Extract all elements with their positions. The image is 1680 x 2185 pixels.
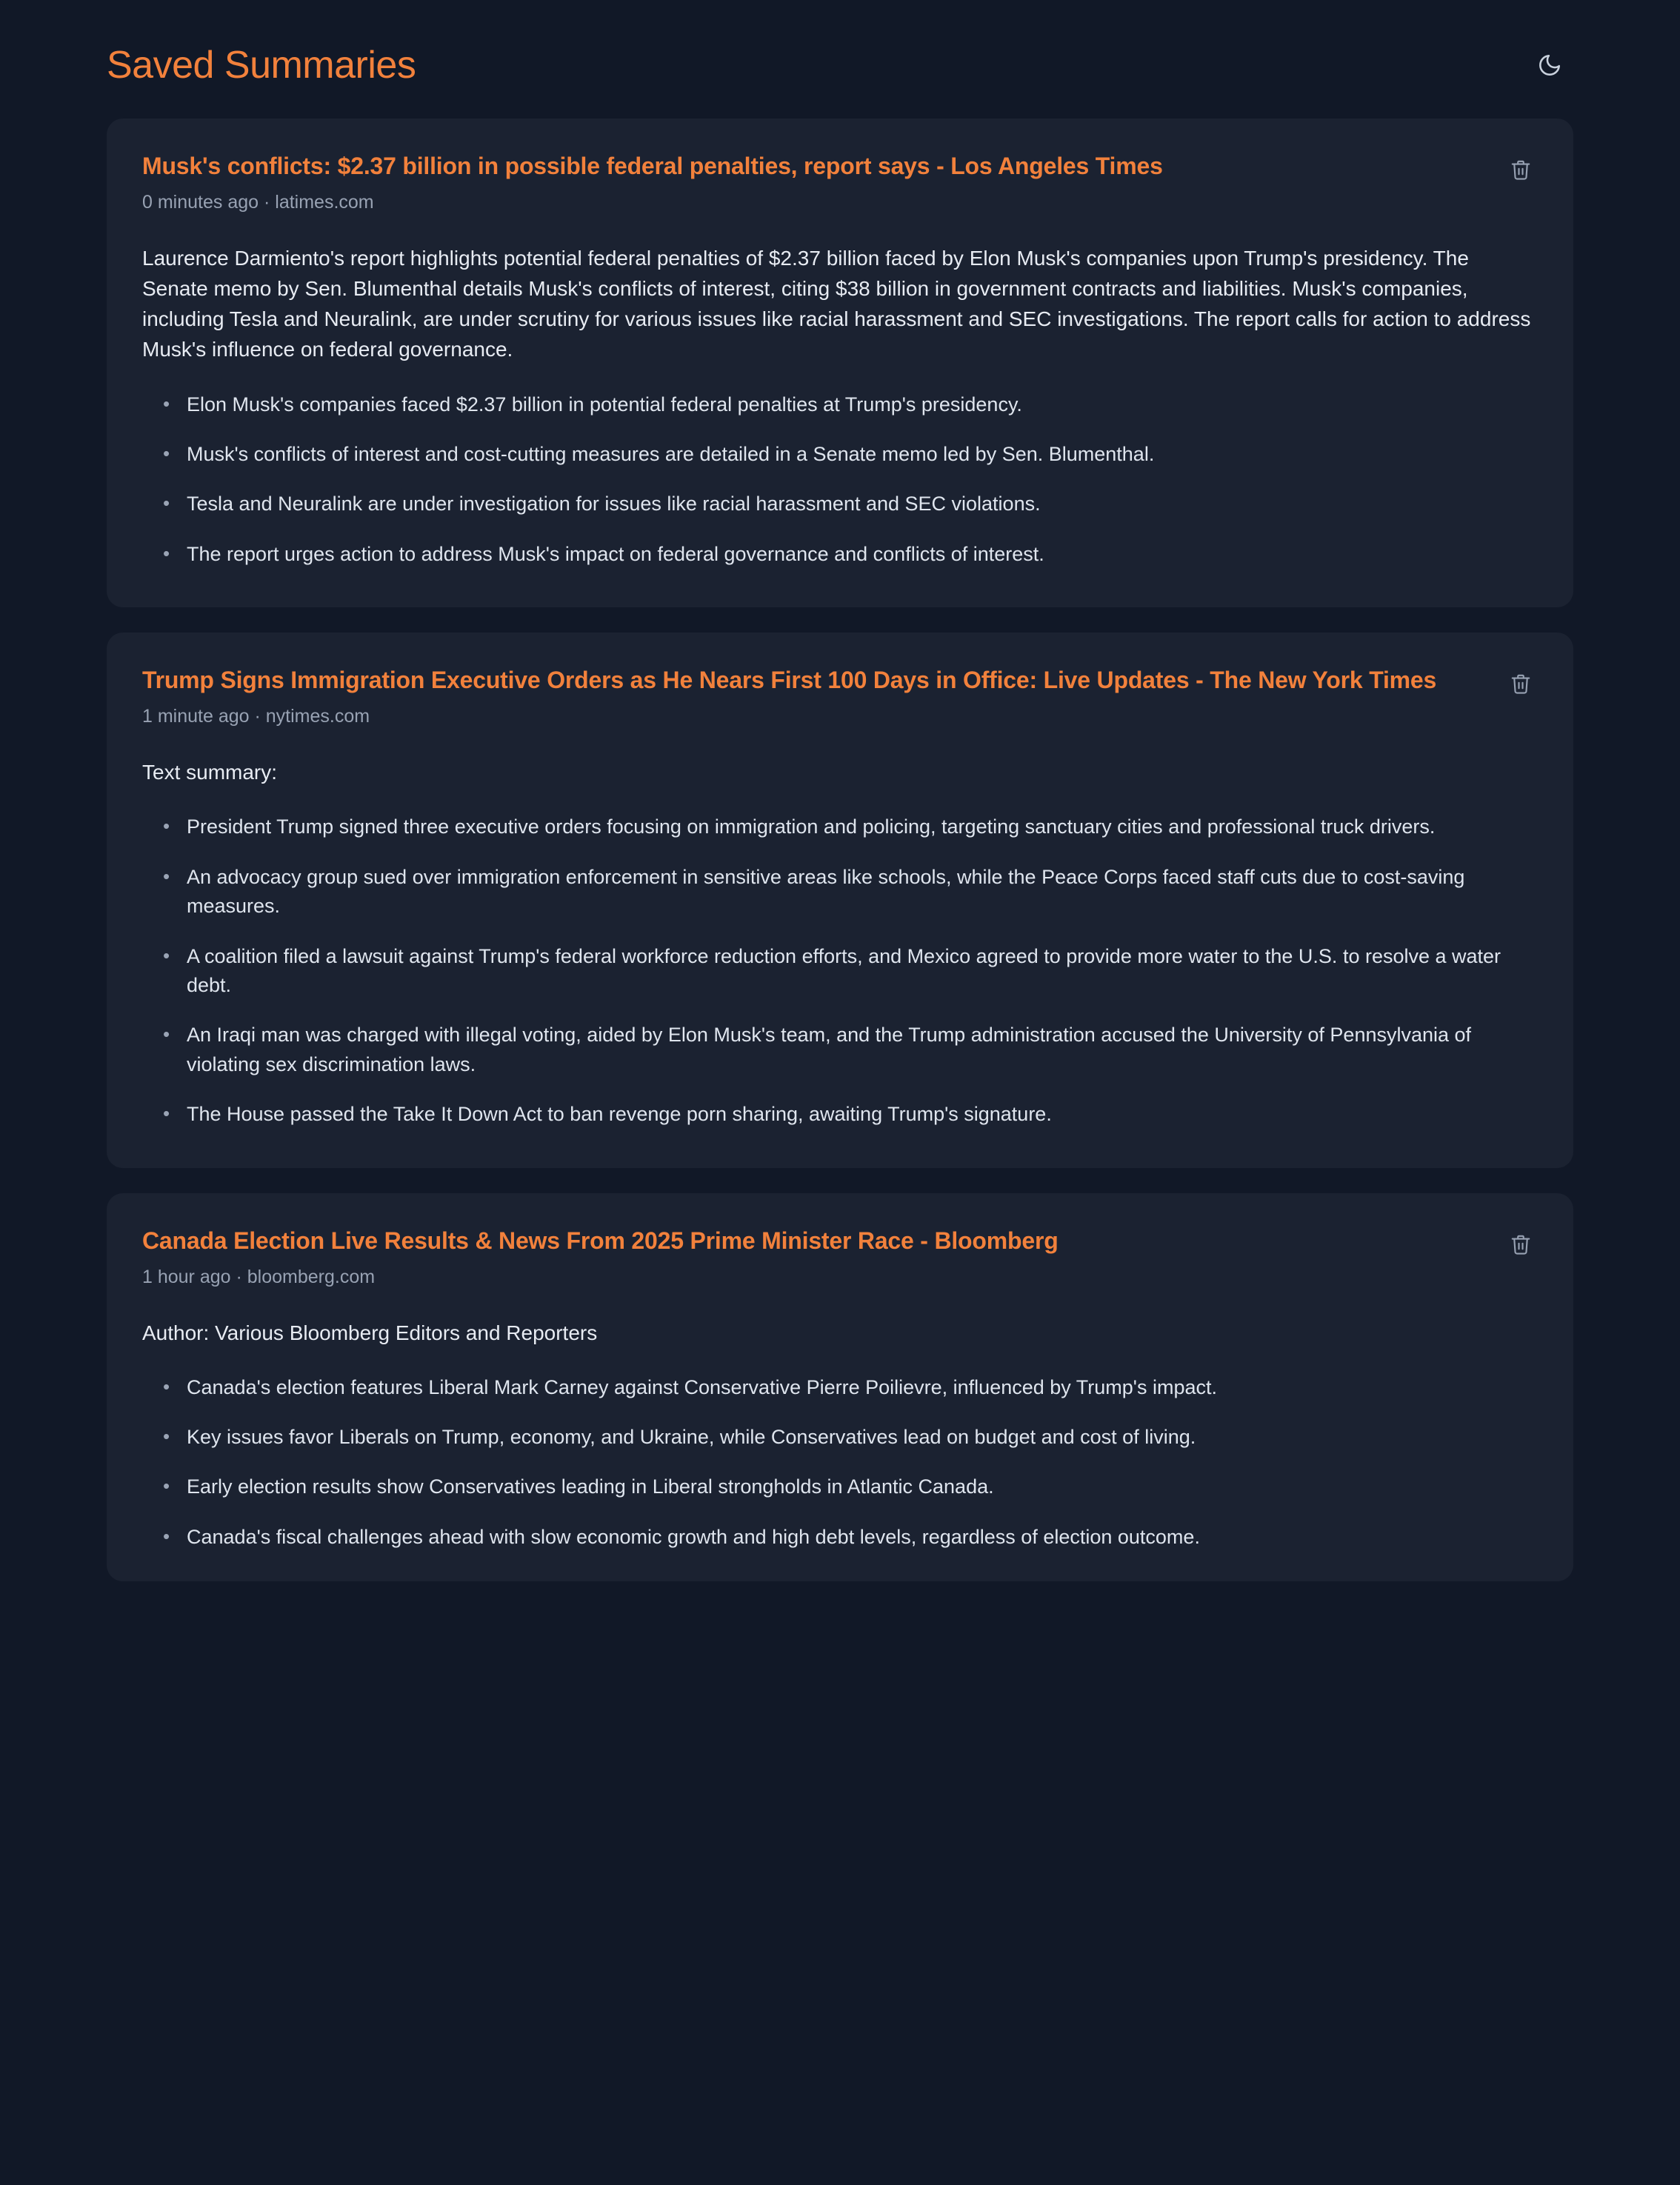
summary-title-link[interactable]: Musk's conflicts: $2.37 billion in possible federal penalties, report says - Los Angeles Times — [142, 153, 1163, 179]
summary-meta: 1 hour ago · bloomberg.com — [142, 1266, 376, 1287]
summary-paragraph: Laurence Darmiento's report highlights potential federal penalties of $2.37 billion faced by Elon Musk's companies upon Trump's presidency. The Senate memo by Sen. Blumenthal details Musk's conflicts of interest, citing $38 billion in government contracts and liabilities. Musk's companies, including Tesla and Neuralink, are under scrutiny for various issues like racial harassment and SEC investigations. The report calls for action to address Musk's influence on federal governance. — [142, 246, 1531, 361]
card-header — [142, 151, 1538, 213]
summary-title-link[interactable]: Canada Election Live Results & News From 2025 Prime Minister Race - Bloomberg — [142, 1227, 1059, 1254]
delete-summary-button[interactable] — [1504, 1227, 1538, 1261]
card-body — [142, 243, 1538, 569]
list-item: • Elon Musk's companies faced $2.37 billion in potential federal penalties at Trump's presidency. — [142, 390, 1538, 419]
list-item: • The report urges action to address Musk's impact on federal governance and conflicts of interest. — [142, 540, 1538, 569]
list-item: • An advocacy group sued over immigration enforcement in sensitive areas like schools, while the Peace Corps faced staff cuts due to cost-saving measures. — [142, 863, 1538, 921]
list-item: • An Iraqi man was charged with illegal voting, aided by Elon Musk's team, and the Trump administration accused the University of Pennsylvania of violating sex discrimination laws. — [142, 1021, 1538, 1079]
summary-card — [107, 1193, 1573, 1582]
summary-meta: 0 minutes ago · latimes.com — [142, 191, 374, 213]
summary-card — [107, 119, 1573, 607]
card-body — [142, 1318, 1538, 1552]
trash-icon — [1510, 1233, 1532, 1255]
summary-bullet-list — [142, 390, 1538, 570]
list-item: • President Trump signed three executive orders focusing on immigration and policing, targeting sanctuary cities and professional truck drivers. — [142, 813, 1538, 841]
list-item: • Canada's fiscal challenges ahead with slow economic growth and high debt levels, regardless of election outcome. — [142, 1523, 1538, 1552]
page-header — [107, 0, 1573, 119]
summary-paragraph: Author: Various Bloomberg Editors and Reporters — [142, 1321, 598, 1344]
summary-title-link[interactable]: Trump Signs Immigration Executive Orders as He Nears First 100 Days in Office: Live Updates - The New York Times — [142, 667, 1437, 694]
list-item: • Canada's election features Liberal Mark Carney against Conservative Pierre Poilievre, influenced by Trump's impact. — [142, 1373, 1538, 1402]
summary-meta: 1 minute ago · nytimes.com — [142, 706, 370, 727]
list-item: • Musk's conflicts of interest and cost-cutting measures are detailed in a Senate memo led by Sen. Blumenthal. — [142, 440, 1538, 469]
summary-bullet-list — [142, 813, 1538, 1129]
card-header — [142, 1226, 1538, 1288]
trash-icon — [1510, 673, 1532, 695]
summary-card — [107, 633, 1573, 1167]
trash-icon — [1510, 159, 1532, 181]
page-title: Saved Summaries — [107, 44, 416, 87]
card-header — [142, 665, 1538, 727]
list-item: • Key issues favor Liberals on Trump, economy, and Ukraine, while Conservatives lead on budget and cost of living. — [142, 1423, 1538, 1452]
summary-bullet-list — [142, 1373, 1538, 1552]
theme-toggle-button[interactable] — [1526, 41, 1573, 89]
list-item: • The House passed the Take It Down Act to ban revenge porn sharing, awaiting Trump's signature. — [142, 1100, 1538, 1129]
delete-summary-button[interactable] — [1504, 153, 1538, 187]
list-item: • Early election results show Conservatives leading in Liberal strongholds in Atlantic Canada. — [142, 1472, 1538, 1501]
card-body — [142, 757, 1538, 1129]
list-item: • A coalition filed a lawsuit against Trump's federal workforce reduction efforts, and Mexico agreed to provide more water to the U.S. to resolve a water debt. — [142, 942, 1538, 1001]
delete-summary-button[interactable] — [1504, 667, 1538, 701]
moon-icon — [1537, 53, 1562, 78]
list-item: • Tesla and Neuralink are under investigation for issues like racial harassment and SEC violations. — [142, 490, 1538, 518]
summary-paragraph: Text summary: — [142, 761, 278, 784]
